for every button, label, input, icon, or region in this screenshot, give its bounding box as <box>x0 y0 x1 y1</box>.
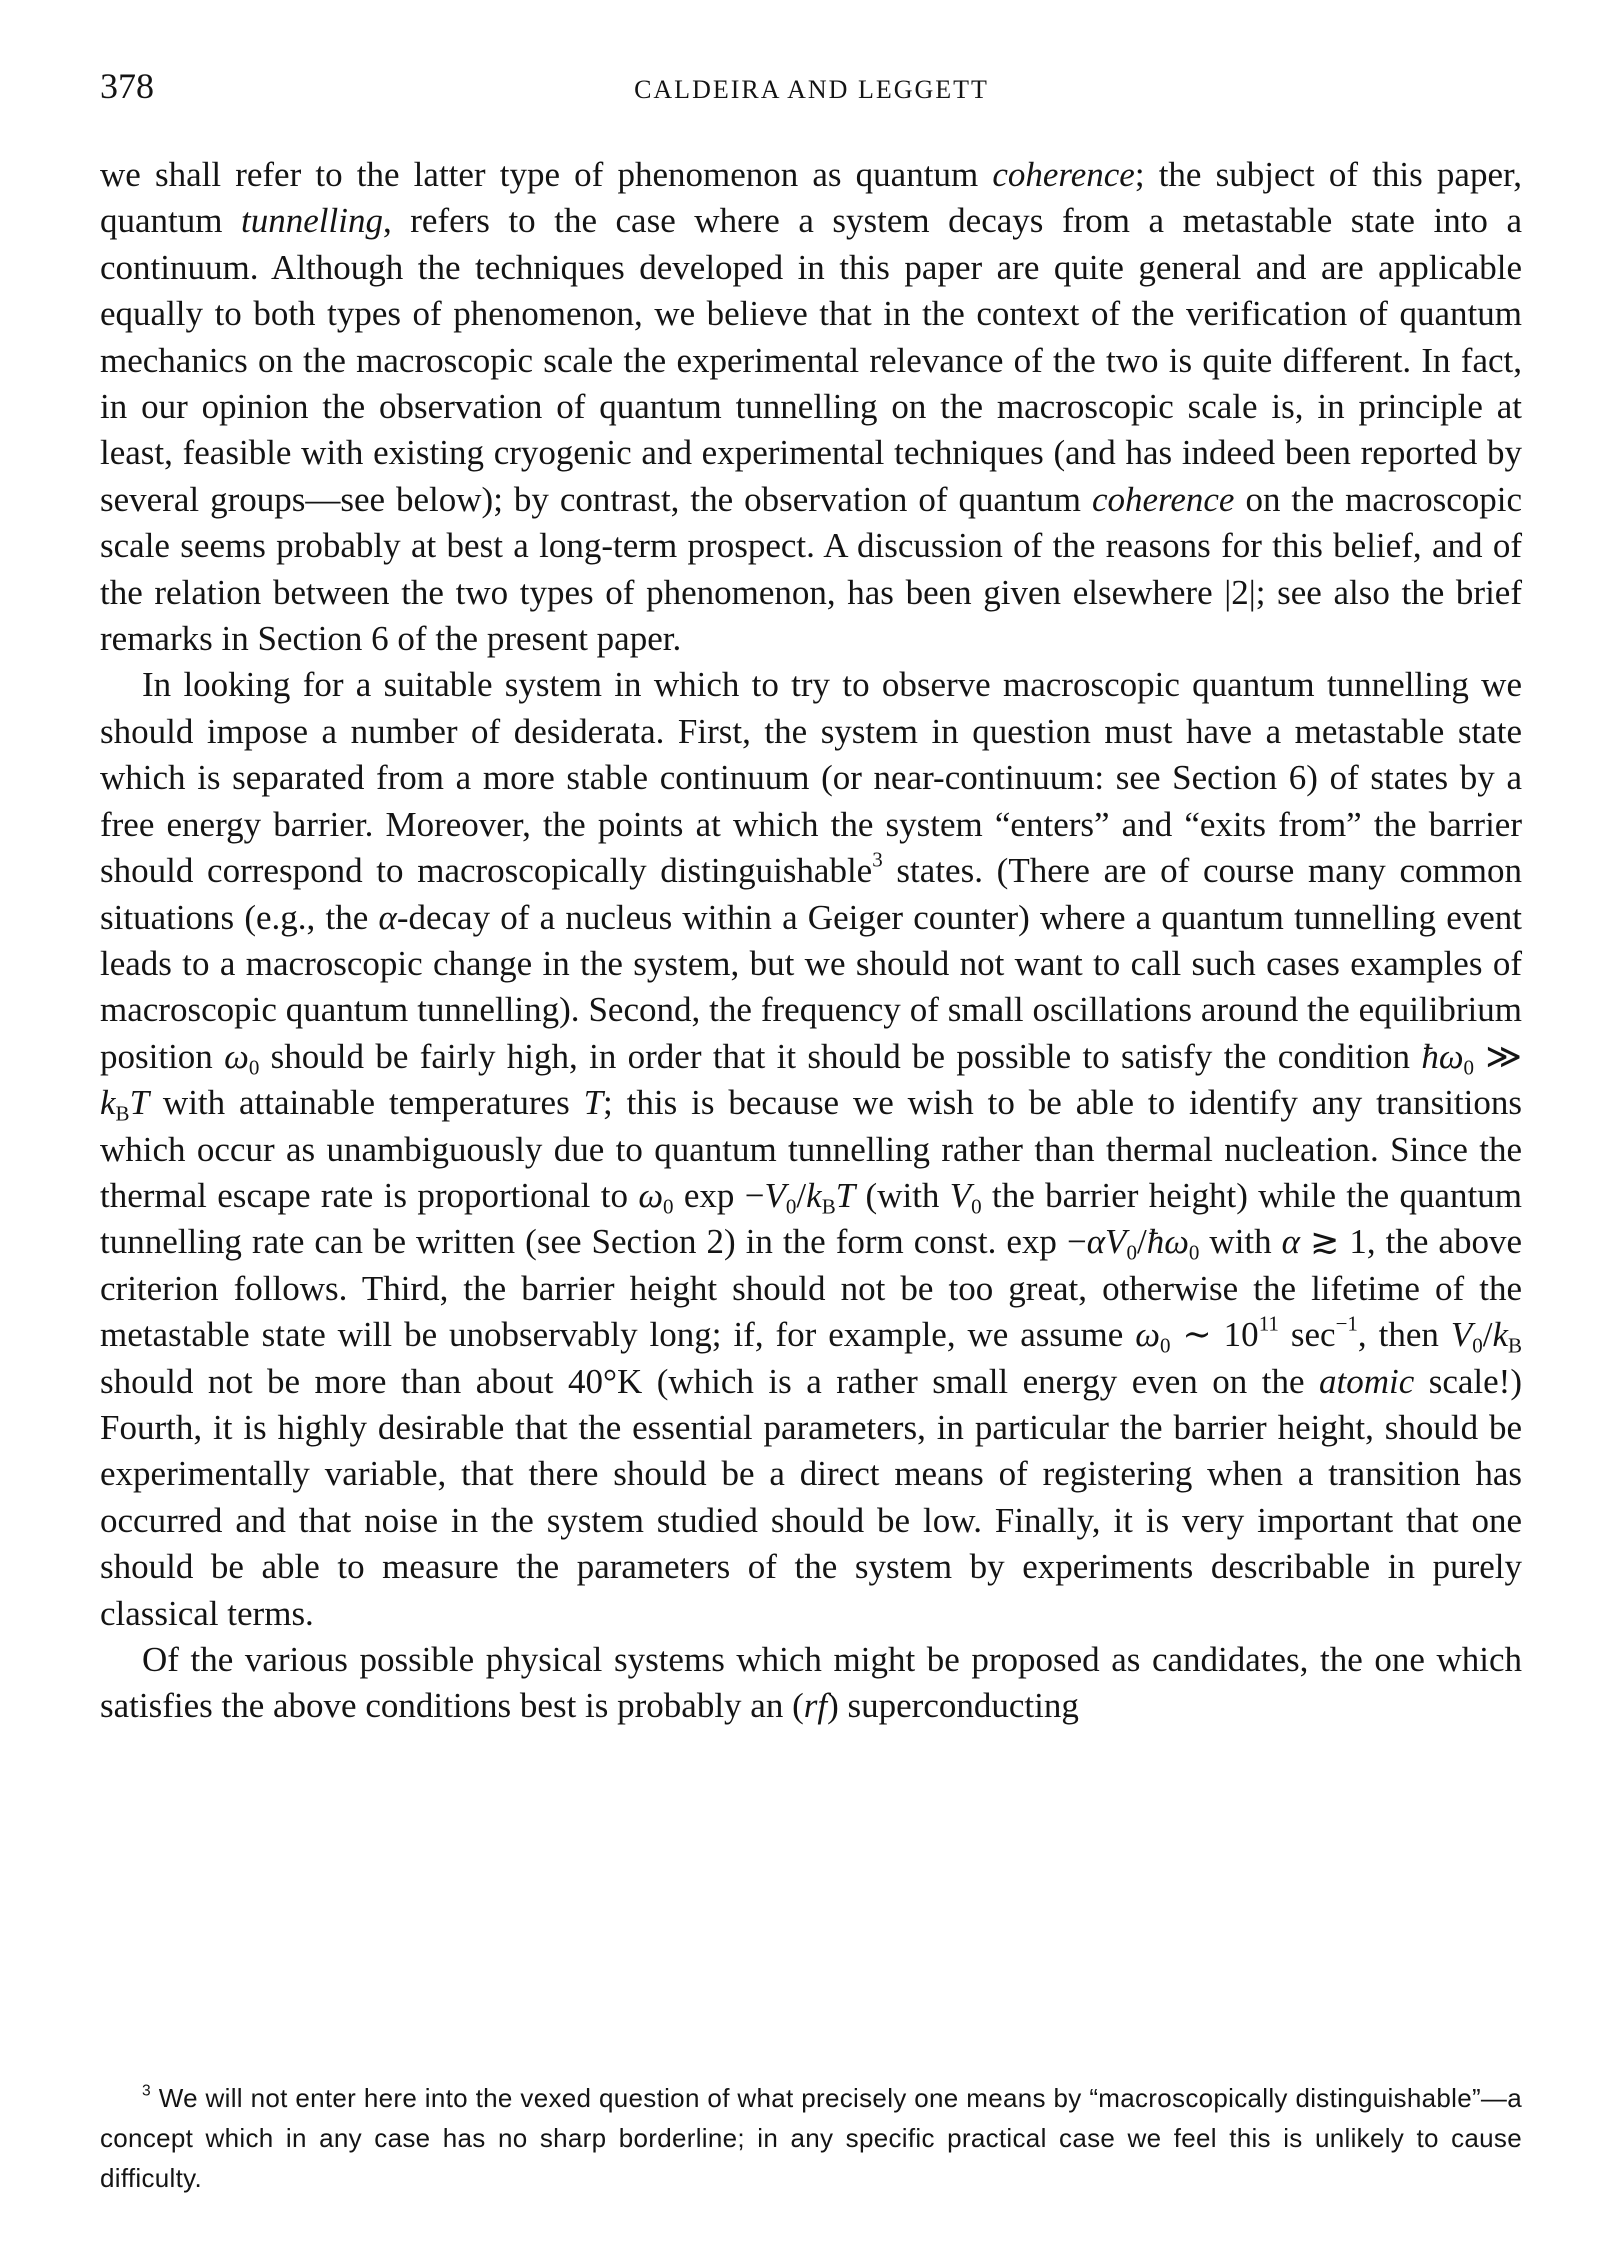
paragraph-1: we shall refer to the latter type of phenomenon as quantum coherence; the subject of this paper, quantum tunnelling, refers to the case where a system decays from a metastable state into a continuum. Although the techniques developed in this paper are quite general and are applicable equally to both types of phenomenon, we believe that in the context of the verification of quantum mechanics on the macroscopic scale the experimental relevance of the two is quite different. In fact, in our opinion the observation of quantum tunnelling on the macroscopic scale is, in principle at least, feasible with existing cryogenic and experimental techniques (and has indeed been reported by several groups—see below); by contrast, the observation of quantum coherence on the macroscopic scale seems probably at best a long-term prospect. A discussion of the reasons for this belief, and of the relation between the two types of phenomenon, has been given elsewhere |2|; see also the brief remarks in Section 6 of the present paper. <box>100 155 1523 659</box>
footnote <box>100 2078 1522 2198</box>
running-head <box>100 62 1523 110</box>
term-coherence: coherence <box>992 155 1135 194</box>
paragraph-2: In looking for a suitable system in which to try to observe macroscopic quantum tunnelling we should impose a number of desiderata. First, the system in question must have a metastable state which is separated from a more stable continuum (or near-continuum: see Section 6) of states by a free energy barrier. Moreover, the points at which the system “enters” and “exits from” the barrier should correspond to macroscopically distinguishable$^3$ states. (There are of course many common situations (e.g., the α-decay of a nucleus within a Geiger counter) where a quantum tunnelling event leads to a macroscopic change in the system, but we should not want to call such cases examples of macroscopic quantum tunnelling). Second, the frequency of small oscillations around the equilibrium position $\omega_0$ should be fairly high, in order that it should be possible to satisfy the condition $ħ\omega_0$ ≫ $k_BT$ with attainable temperatures T; this is because we wish to be able to identify any transitions which occur as unambiguously due to quantum tunnelling rather than thermal nucleation. Since the thermal escape rate is proportional to $\omega_0$ $\exp -V_0/k_BT$ (with $V_0$ the barrier height) while the quantum tunnelling rate can be written (see Section 2) in the form const. $\exp -\alpha V_0/ħ\omega_0$ with α ≳ 1, the above criterion follows. Third, the barrier height should not be too great, otherwise the lifetime of the metastable state will be unobservably long; if, for example, we assume $\omega_0$ ∼ $10^{11}$ $\sec^{-1}$, then $V_0/k_B$ should not be more than about 40°K (which is a rather small energy even on the atomic scale!) Fourth, it is highly desirable that the essential parameters, in particular the barrier height, should be experimentally variable, that there should be a direct means of registering when a transition has occurred and that noise in the system studied should be low. Finally, it is very important that one should be able to measure the parameters of the system by experiments describable in purely classical terms. <box>100 665 1523 1633</box>
footnote-3 <box>100 2078 1522 2198</box>
running-title: CALDEIRA AND LEGGETT <box>634 75 989 104</box>
body-text <box>100 152 1522 1730</box>
term-atomic: atomic <box>1318 1361 1415 1401</box>
condition-formula: ħω <box>1421 1036 1464 1076</box>
paragraph-3: Of the various possible physical systems which might be proposed as candidates, the one which satisfies the above conditions best is probably an (rf) superconducting <box>100 1640 1522 1726</box>
footnote-ref-3: 3 <box>872 847 883 872</box>
page-number: 378 <box>100 66 154 106</box>
term-tunnelling: tunnelling <box>241 201 383 241</box>
footnote-marker: 3 <box>142 2082 151 2100</box>
footnote-text: We will not enter here into the vexed question of what precisely one means by “macroscopically distinguishable”—a concept which in any case has no sharp borderline; in any specific practical case we feel this is unlikely to cause difficulty. <box>100 2083 1522 2193</box>
term-coherence-2: coherence <box>1091 479 1235 519</box>
